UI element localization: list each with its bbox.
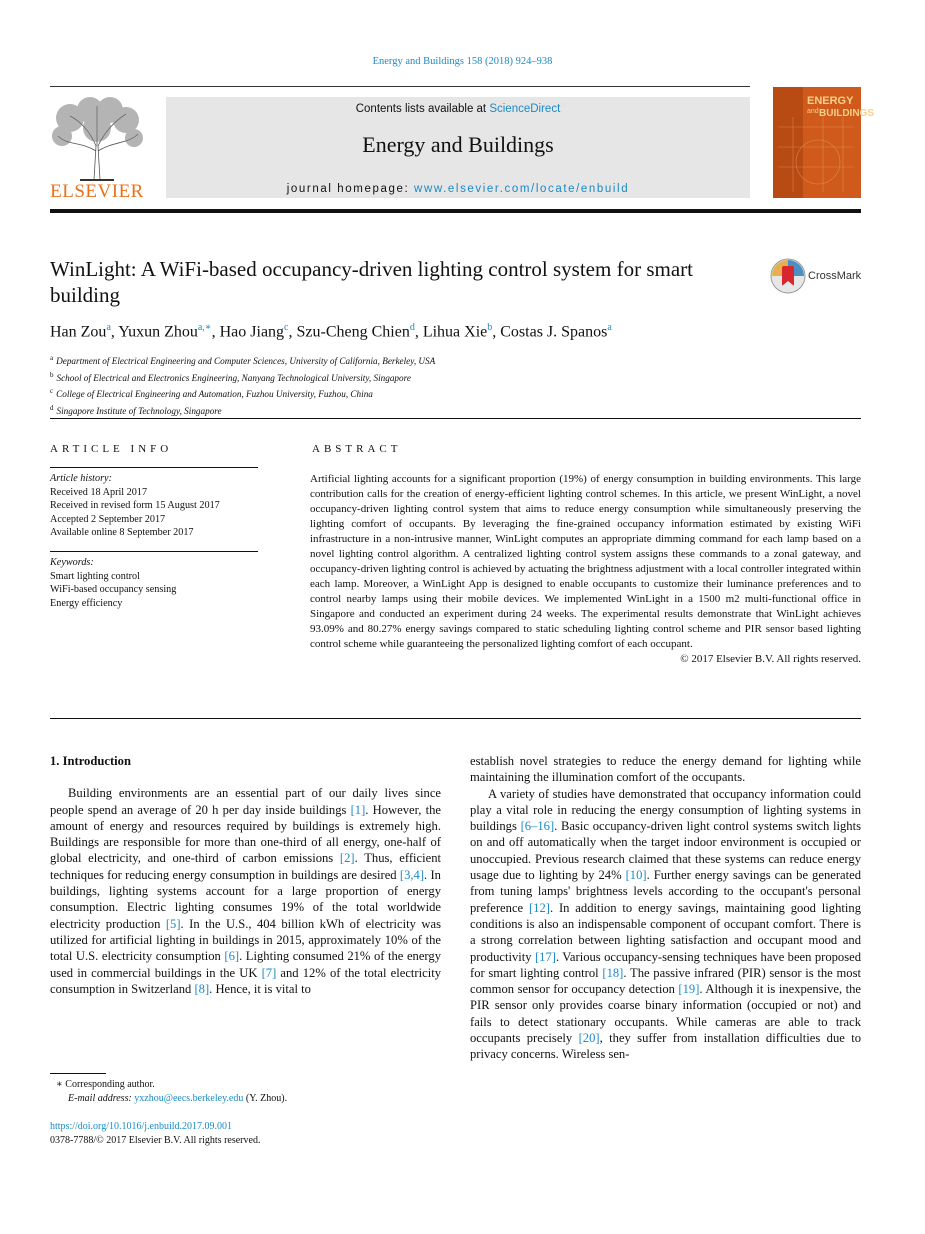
abstract-body	[310, 472, 861, 667]
section-divider	[50, 418, 861, 419]
author-affil-sup[interactable]: d	[409, 322, 415, 333]
journal-masthead	[166, 97, 750, 198]
affiliation-sup: d	[50, 403, 54, 412]
section-divider	[50, 718, 861, 719]
affiliation-sup: b	[50, 370, 54, 379]
history-entry: Accepted 2 September 2017	[50, 513, 166, 525]
homepage-prefix: journal homepage:	[286, 183, 415, 195]
email-note	[50, 1092, 287, 1106]
body-text: . Basic occupancy-driven light control systems switch lights on and off automatically when the target indoor environment is occupied or unoccupied. Previous research claimed that these systems can reduce energy usage due to lighting by 24%	[470, 819, 861, 883]
affiliation-text: Department of Electrical Engineering and Computer Sciences, University of California, Berkeley, USA	[56, 356, 436, 367]
citation-link[interactable]: [1]	[350, 802, 366, 817]
body-text: . In the U.S., 404 billion kWh of electricity was utilized for artificial lighting in buildings in 2015, approximately 10% of the total U.S. electricity consumption	[50, 916, 441, 964]
citation-link[interactable]: [6]	[224, 949, 240, 964]
body-text: . Although it is inexpensive, the PIR sensor only provides coarse binary information (occupied or not) and fails to detect stationary occupants. While cameras are able to track occupants precisely	[470, 982, 861, 1046]
citation-link[interactable]: [10]	[625, 868, 647, 883]
affiliation-text: Singapore Institute of Technology, Singapore	[56, 405, 222, 416]
abstract-text: Artificial lighting accounts for a significant proportion (19%) of energy consumption in building environments. This large contribution calls for the creation of energy-efficient lighting control schemes. In this article, we present WinLight, a novel occupancy-driven lighting control system that aims to reduce energy consumption while simultaneously preserving the lighting comfort of occupants. By leveraging the fine-grained occupancy information estimated by existing WiFi infrastructure in a non-intrusive manner, WinLight computes an appropriate dimming command for each lamp based on a novel lighting control algorithm. A centralized lighting control system assigns these commands to a zonal gateway, and occupancy-driven lighting control is achieved by actuating the brightness adjustment with a local controller integrated within each lamp. Moreover, a WinLight App is designed to enable occupants to customize their luminance preferences and to control nearby lamps using their mobile devices. We implemented WinLight in a 1500 m2 multi-functional office in Singapore and conducted an experiment during 24 weeks. The experimental results demonstrate that WinLight achieves 93.09% and 80.27% energy savings compared to static scheduling lighting control scheme and PIR sensor based lighting control scheme while guaranteeing the personalized lighting comfort of each occupant.	[310, 473, 861, 650]
elsevier-wordmark: ELSEVIER	[50, 181, 144, 202]
history-entry: Available online 8 September 2017	[50, 527, 194, 538]
author-affil-sup[interactable]: a,∗	[197, 322, 212, 333]
footnotes	[50, 1078, 287, 1105]
affiliation-sup: c	[50, 387, 54, 396]
author-name[interactable]: Costas J. Spanos	[500, 323, 608, 341]
citation-link[interactable]: [7]	[261, 965, 277, 980]
keywords-divider	[50, 551, 258, 552]
affiliation-sup: a	[50, 354, 54, 362]
journal-homepage	[166, 183, 750, 195]
citation-link[interactable]: [18]	[602, 965, 624, 980]
author-name[interactable]: Yuxun Zhou	[118, 323, 198, 341]
body-text: . Thus, efficient techniques for reducing energy consumption in buildings are desired	[50, 851, 441, 882]
header-divider	[50, 86, 750, 87]
corresponding-author-note: ∗ Corresponding author.	[56, 1079, 155, 1090]
keyword: Smart lighting control	[50, 570, 140, 582]
header-thick-divider	[50, 209, 861, 213]
section-heading: 1. Introduction	[50, 754, 131, 768]
body-text: . The passive infrared (PIR) sensor is the most common sensor for occupancy detection	[470, 965, 861, 997]
issn-copyright: 0378-7788/© 2017 Elsevier B.V. All rights reserved.	[50, 1134, 261, 1146]
cover-title-energy: ENERGY	[807, 95, 854, 107]
cover-title-and: and	[807, 108, 819, 115]
affiliation	[50, 369, 435, 386]
body-text: . Hence, it is vital to	[209, 981, 311, 996]
body-text: . In addition to energy savings, maintaining good lighting conditions is also an indispensable component of occupant comfort. There is a strong correlation between lighting satisfaction and occupant mood and productivity	[470, 900, 861, 964]
body-text: . In buildings, lighting systems account for a large proportion of energy consumption. Electric lighting consumes 19% of the total worldwide electricity production	[50, 867, 441, 931]
history-entry: Received 18 April 2017	[50, 486, 148, 498]
crossmark-label: CrossMark	[808, 270, 862, 282]
affiliation	[50, 352, 435, 369]
footnote-divider	[50, 1073, 106, 1074]
body-text: , they suffer from installation difficulties due to privacy concerns. Wireless sen-	[470, 1031, 862, 1062]
body-text: . Lighting consumed 21% of the energy used in commercial buildings in the UK	[50, 949, 441, 980]
doi-block	[50, 1120, 260, 1147]
article-info-divider	[50, 467, 258, 468]
citation-link[interactable]: [12]	[528, 900, 550, 915]
article-info-heading: ARTICLE INFO	[50, 443, 173, 455]
doi-link[interactable]: https://doi.org/10.1016/j.enbuild.2017.09.001	[50, 1121, 233, 1132]
citation-link[interactable]: [3,4]	[399, 867, 425, 882]
body-text: and 12% of the total electricity consumption in Switzerland	[50, 965, 441, 996]
citation-link[interactable]: [6–16]	[520, 819, 555, 834]
author-affil-sup[interactable]: c	[284, 322, 289, 333]
body-paragraph: establish novel strategies to reduce the energy demand for lighting while maintaining the illumination comfort of the occupants.	[470, 754, 861, 785]
citation-link[interactable]: [20]	[578, 1031, 600, 1046]
body-text: . Further energy savings can be generated from tuning lamps' brightness levels according to the occupant's personal preference	[470, 868, 861, 915]
email-link[interactable]: yxzhou@eecs.berkeley.edu	[134, 1092, 244, 1104]
crossmark-icon	[770, 258, 806, 294]
affiliation-text: College of Electrical Engineering and Automation, Fuzhou University, Fuzhou, China	[56, 389, 373, 400]
abstract-copyright: © 2017 Elsevier B.V. All rights reserved.	[680, 653, 861, 665]
body-column-left	[50, 753, 441, 997]
citation-link[interactable]: [5]	[165, 916, 181, 931]
author-affil-sup[interactable]: b	[487, 322, 493, 333]
email-suffix: (Y. Zhou).	[243, 1092, 288, 1104]
keyword: WiFi-based occupancy sensing	[50, 584, 177, 595]
homepage-link[interactable]: www.elsevier.com/locate/enbuild	[414, 183, 630, 195]
author-name[interactable]: Lihua Xie	[422, 323, 488, 341]
history-entry: Received in revised form 15 August 2017	[50, 500, 220, 511]
body-paragraph	[50, 785, 441, 997]
body-text: A variety of studies have demonstrated that occupancy information could play a vital role in reducing the energy consumption of lighting systems in buildings	[470, 786, 861, 834]
author-list: Han Zou$^a$, Yuxun Zhou$^{a,∗}$, Hao Jiang$^c$, Szu-Cheng Chien$^d$, Lihua Xie$^b$, Costas J. Spanos$^a$	[50, 322, 612, 341]
journal-reference[interactable]: Energy and Buildings 158 (2018) 924–938	[372, 56, 553, 67]
contents-line	[166, 103, 750, 115]
author-name[interactable]: Szu-Cheng Chien	[296, 323, 410, 341]
journal-title: Energy and Buildings	[362, 132, 554, 157]
author-affil-sup[interactable]: a	[607, 322, 612, 333]
history-label: Article history:	[50, 473, 112, 484]
crossmark-badge[interactable]	[770, 258, 862, 294]
body-text: . Various occupancy-sensing techniques have been proposed for smart lighting control	[470, 949, 861, 980]
body-text: Building environments are an essential part of our daily lives since people spend an average of 20 h per day inside buildings	[50, 786, 441, 817]
body-paragraph	[470, 786, 861, 1063]
author-name[interactable]: Hao Jiang	[219, 323, 285, 341]
email-label: E-mail address:	[68, 1092, 135, 1104]
keywords-label: Keywords:	[50, 557, 94, 568]
cover-title-buildings: BUILDINGS	[819, 108, 874, 119]
article-history	[50, 472, 220, 540]
contents-prefix: Contents lists available at	[355, 103, 490, 115]
citation-link[interactable]: [2]	[339, 851, 355, 866]
abstract-heading: ABSTRACT	[312, 443, 402, 455]
affiliation-list	[50, 352, 435, 418]
affiliation	[50, 385, 435, 402]
keywords-block	[50, 556, 176, 610]
journal-cover-thumbnail[interactable]	[773, 87, 874, 198]
author-affil-sup[interactable]: a	[106, 322, 111, 333]
citation-link[interactable]: [17]	[534, 949, 556, 964]
keyword: Energy efficiency	[50, 597, 123, 609]
citation-link[interactable]: [8]	[194, 981, 210, 996]
body-text: . However, the amount of energy and resources required by buildings is extremely high. Buildings are responsible for more than one-third of all energy, one-half of global electricity, and one-third of carbon emissions	[50, 802, 441, 866]
citation-link[interactable]: [19]	[678, 982, 700, 997]
body-column-right	[470, 753, 861, 1063]
article-title: WinLight: A WiFi-based occupancy-driven lighting control system for smart building	[50, 257, 693, 307]
affiliation	[50, 402, 435, 419]
affiliation-text: School of Electrical and Electronics Engineering, Nanyang Technological University, Singapore	[56, 372, 411, 383]
author-name[interactable]: Han Zou	[50, 323, 107, 341]
sciencedirect-link[interactable]: ScienceDirect	[489, 103, 561, 115]
